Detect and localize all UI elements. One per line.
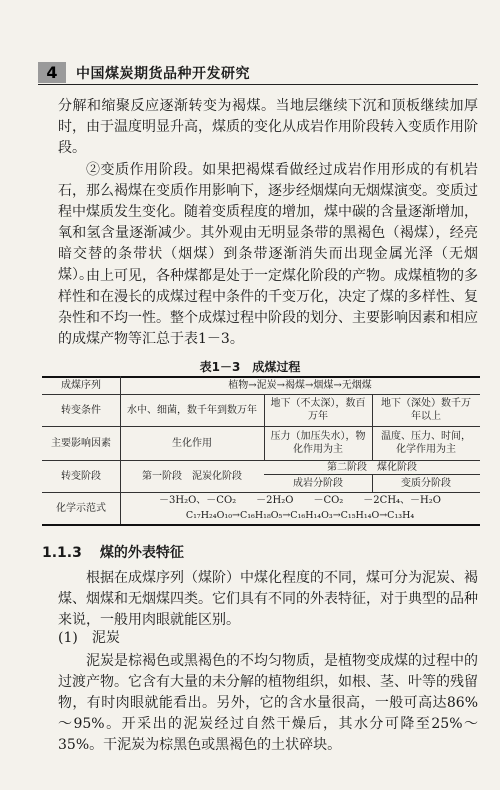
row-label-chemistry: 化学示范式	[56, 502, 106, 514]
row-label-stages: 转变阶段	[61, 470, 101, 482]
factors-bituminous: 温度、压力、时间，化学作用为主	[381, 431, 471, 455]
section-number: 1.1.3	[42, 545, 82, 561]
row-label-conditions: 转变条件	[61, 404, 101, 416]
stage-one: 第一阶段 泥炭化阶段	[142, 470, 242, 482]
paragraph-classification: 根据在成煤序列（煤阶）中煤化程度的不同，煤可分为泥炭、褐煤、烟煤和无烟煤四类。它们具有不同的外表特征，对于典型的品种来说，一般用肉眼就能区别。	[58, 570, 478, 628]
chem-byproducts: －3H₂O、－CO₂ －2H₂O －CO₂ －2CH₄、－H₂O	[159, 495, 441, 506]
paragraph-peat: 泥炭是棕褐色或黑褐色的不均匀物质，是植物变成煤的过程中的过渡产物。它含有大量的未分解的植物组织，如根、茎、叶等的残留物，有时肉眼就能看出。另外，它的含水量很高，一般可高达86%～95%。开采出的泥炭经过自然干燥后，其水分可降至25%～35%。干泥炭为棕黑色或黑褐色的土状碎块。	[58, 653, 478, 753]
paragraph-diagenesis-end: 分解和缩聚反应逐渐转变为褐煤。当地层继续下沉和顶板继续加厚时，由于温度明显升高，煤质的变化从成岩作用阶段转入变质作用阶段。	[58, 98, 478, 156]
substage-diagenesis: 成岩分阶段	[293, 477, 343, 489]
table-caption: 表1－3 成煤过程	[199, 360, 301, 374]
section-heading	[42, 542, 184, 562]
factors-peat: 生化作用	[172, 437, 212, 449]
running-title: 中国煤炭期货品种开发研究	[76, 66, 250, 82]
row-label-factors: 主要影响因素	[51, 437, 111, 449]
conditions-lignite: 地下（不太深），数百万年	[270, 398, 366, 422]
subheading-peat: (1) 泥炭	[58, 630, 120, 646]
row-label-sequence: 成煤序列	[61, 379, 101, 391]
paragraph-summary: 由上可见，各种煤都是处于一定煤化阶段的产物。成煤植物的多样性和在漫长的成煤过程中条件的千变万化，决定了煤的多样性、复杂性和不均一性。整个成煤过程中阶段的划分、主要影响因素和相应的成煤产物等汇总于表1－3。	[58, 268, 478, 347]
running-header	[38, 62, 478, 85]
chem-formula-chain: C₁₇H₂₄O₁₀→C₁₆H₁₈O₅→C₁₆H₁₄O₃→C₁₅H₁₄O→C₁₃H₄	[185, 510, 415, 521]
factors-lignite: 压力（加压失水），物化作用为主	[270, 431, 366, 455]
conditions-peat: 水中、细菌，数千年到数万年	[127, 404, 257, 416]
sequence-value: 植物→泥炭→褐煤→烟煤→无烟煤	[228, 379, 372, 391]
paragraph-metamorphism: ②变质作用阶段。如果把褐煤看做经过成岩作用形成的有机岩石，那么褐煤在变质作用影响下，逐步经烟煤向无烟煤演变。变质过程中煤质发生变化。随着变质程度的增加，煤中碳的含量逐渐增加，氧和氢含量逐渐减少。其外观由无明显条带的黑褐色（褐煤），经亮暗交替的条带状（烟煤）到条带逐渐消失而出现金属光泽（无烟煤）。	[58, 162, 478, 283]
section-title: 煤的外表特征	[99, 545, 184, 561]
page-number: 4	[38, 62, 66, 83]
conditions-bituminous: 地下（深处）数千万年以上	[381, 398, 471, 422]
substage-metamorphism: 变质分阶段	[401, 477, 451, 489]
stage-two: 第二阶段 煤化阶段	[327, 461, 417, 473]
